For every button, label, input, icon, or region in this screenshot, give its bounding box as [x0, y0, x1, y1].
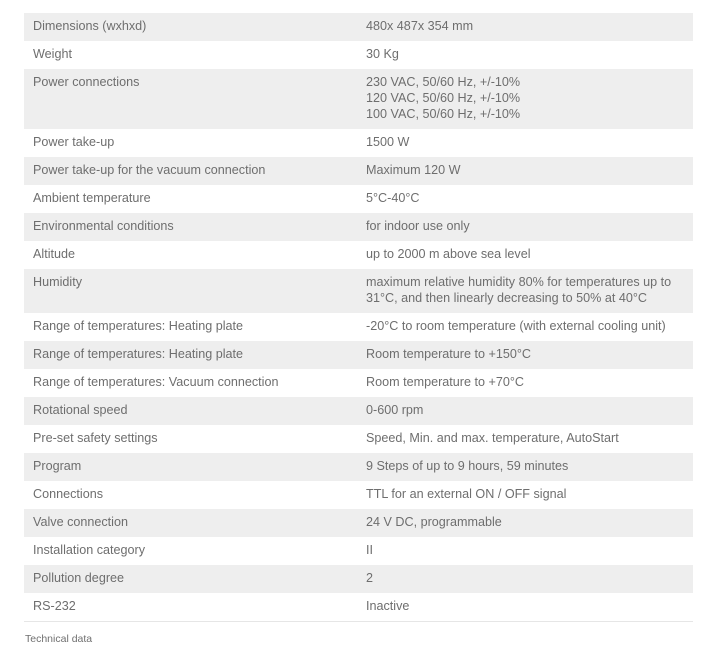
spec-row — [24, 341, 693, 369]
spec-label: Humidity — [24, 269, 357, 313]
spec-label: Weight — [24, 41, 357, 69]
spec-label: Environmental conditions — [24, 213, 357, 241]
spec-value: 24 V DC, programmable — [357, 509, 693, 537]
spec-row — [24, 269, 693, 313]
spec-value: maximum relative humidity 80% for temperatures up to 31°C, and then linearly decreasing to 50% at 40°C — [357, 269, 693, 313]
spec-row — [24, 593, 693, 622]
spec-value: 5°C-40°C — [357, 185, 693, 213]
spec-row — [24, 481, 693, 509]
technical-data-table-wrap — [24, 13, 693, 622]
spec-row — [24, 213, 693, 241]
spec-value: Speed, Min. and max. temperature, AutoStart — [357, 425, 693, 453]
spec-value: 230 VAC, 50/60 Hz, +/-10% 120 VAC, 50/60 Hz, +/-10% 100 VAC, 50/60 Hz, +/-10% — [357, 69, 693, 129]
spec-row — [24, 13, 693, 41]
spec-row — [24, 313, 693, 341]
spec-value: TTL for an external ON / OFF signal — [357, 481, 693, 509]
spec-label: Range of temperatures: Heating plate — [24, 313, 357, 341]
spec-value: 9 Steps of up to 9 hours, 59 minutes — [357, 453, 693, 481]
spec-row — [24, 565, 693, 593]
spec-label: Connections — [24, 481, 357, 509]
spec-label: Altitude — [24, 241, 357, 269]
spec-value: for indoor use only — [357, 213, 693, 241]
spec-row — [24, 157, 693, 185]
spec-value: 2 — [357, 565, 693, 593]
spec-row — [24, 397, 693, 425]
spec-label: RS-232 — [24, 593, 357, 622]
spec-value: 1500 W — [357, 129, 693, 157]
spec-row — [24, 453, 693, 481]
spec-value: Room temperature to +150°C — [357, 341, 693, 369]
spec-row — [24, 369, 693, 397]
spec-label: Power take-up for the vacuum connection — [24, 157, 357, 185]
spec-label: Power connections — [24, 69, 357, 129]
spec-value: 30 Kg — [357, 41, 693, 69]
spec-value: 480x 487x 354 mm — [357, 13, 693, 41]
spec-label: Program — [24, 453, 357, 481]
spec-label: Range of temperatures: Vacuum connection — [24, 369, 357, 397]
spec-value: II — [357, 537, 693, 565]
spec-value: up to 2000 m above sea level — [357, 241, 693, 269]
spec-row — [24, 425, 693, 453]
spec-value: -20°C to room temperature (with external cooling unit) — [357, 313, 693, 341]
spec-value: Maximum 120 W — [357, 157, 693, 185]
spec-label: Installation category — [24, 537, 357, 565]
spec-row — [24, 69, 693, 129]
spec-label: Dimensions (wxhxd) — [24, 13, 357, 41]
spec-row — [24, 129, 693, 157]
spec-label: Power take-up — [24, 129, 357, 157]
spec-table-body — [24, 13, 693, 622]
spec-row — [24, 509, 693, 537]
spec-label: Rotational speed — [24, 397, 357, 425]
spec-label: Range of temperatures: Heating plate — [24, 341, 357, 369]
table-caption: Technical data — [25, 633, 93, 645]
spec-label: Pre-set safety settings — [24, 425, 357, 453]
technical-data-table — [24, 13, 693, 622]
spec-label: Valve connection — [24, 509, 357, 537]
spec-value: Room temperature to +70°C — [357, 369, 693, 397]
spec-value: Inactive — [357, 593, 693, 622]
spec-row — [24, 537, 693, 565]
spec-label: Ambient temperature — [24, 185, 357, 213]
spec-row — [24, 41, 693, 69]
spec-label: Pollution degree — [24, 565, 357, 593]
spec-row — [24, 185, 693, 213]
spec-value: 0-600 rpm — [357, 397, 693, 425]
spec-row — [24, 241, 693, 269]
